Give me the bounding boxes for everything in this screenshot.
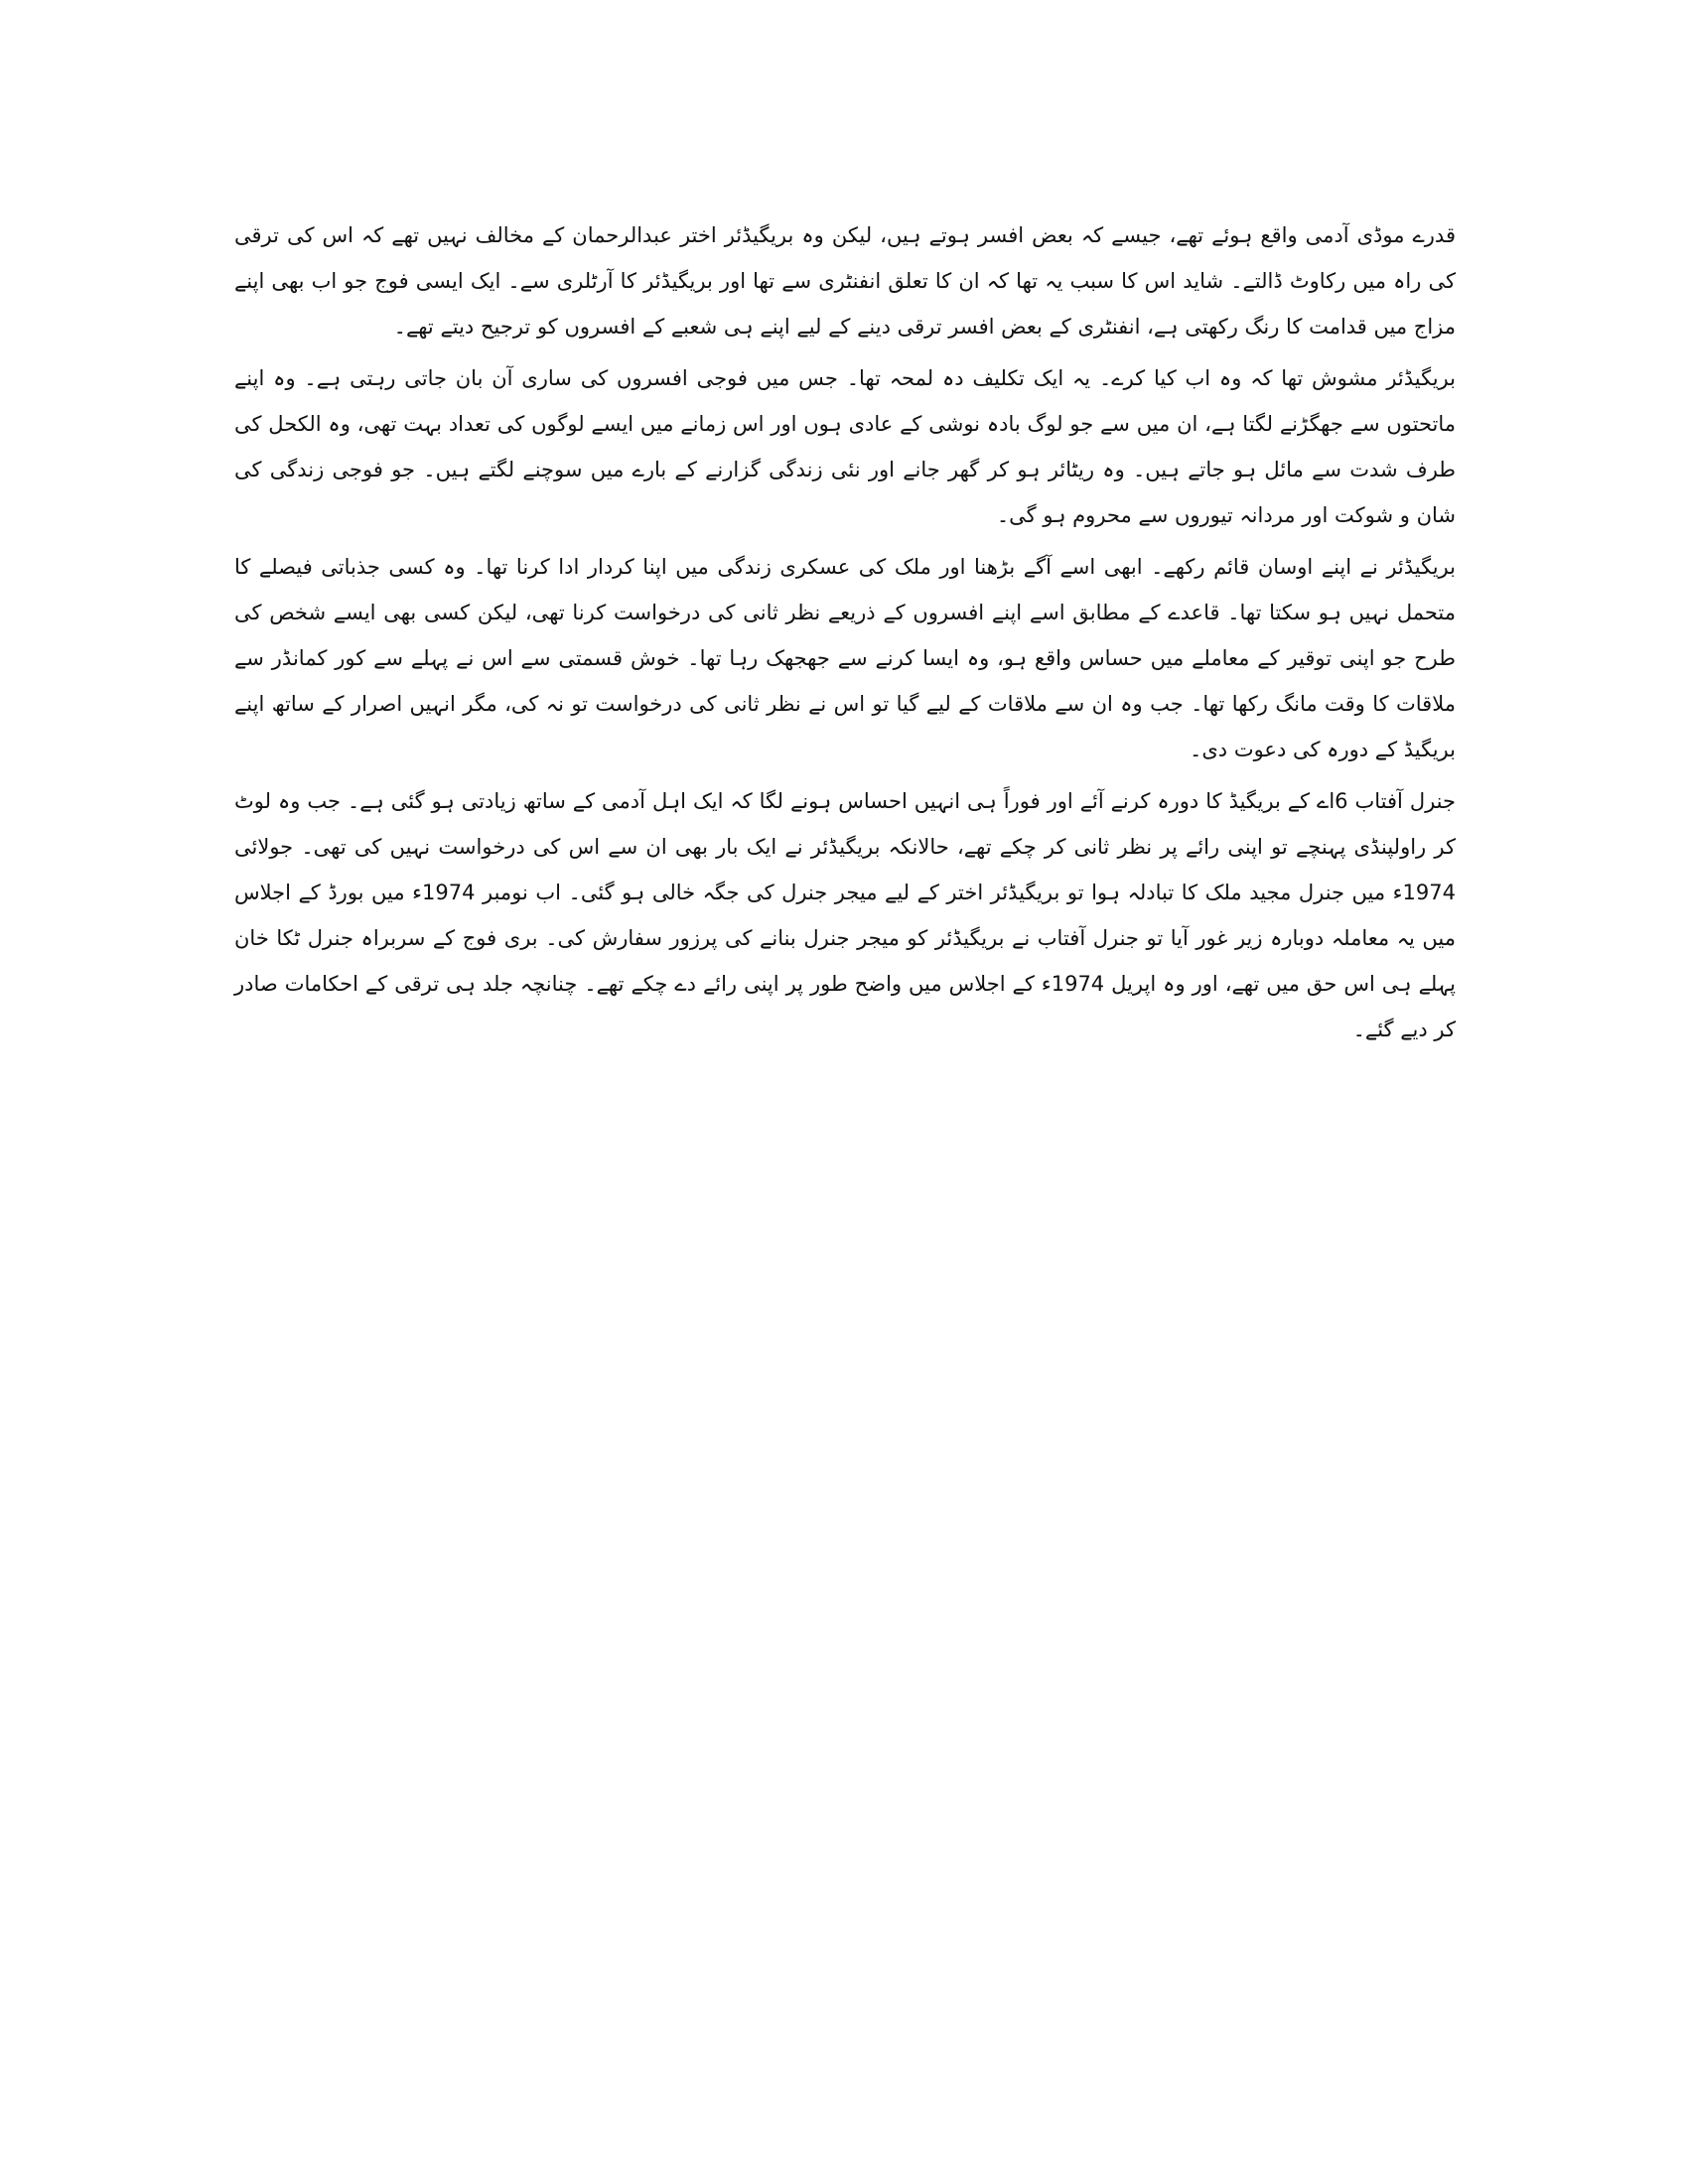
paragraph-2: بریگیڈئر مشوش تھا کہ وہ اب کیا کرے۔ یہ ایک تکلیف دہ لمحہ تھا۔ جس میں فوجی افسروں کی ساری آن بان جاتی رہتی ہے۔ وہ اپنے ماتحتوں سے جھگڑنے لگتا ہے، ان میں سے جو لوگ بادہ نوشی کے عادی ہوں اور اس زمانے میں ایسے لوگوں کی تعداد بہت تھی، وہ الکحل کی طرف شدت سے مائل ہو جاتے ہیں۔ وہ ریٹائر ہو کر گھر جانے اور نئی زندگی گزارنے کے بارے میں سوچنے لگتے ہیں۔ جو فوجی زندگی کی شان و شوکت اور مردانہ تیوروں سے محروم ہو گی۔ bbox=[234, 366, 1456, 527]
paragraph-3: بریگیڈئر نے اپنے اوسان قائم رکھے۔ ابھی اسے آگے بڑھنا اور ملک کی عسکری زندگی میں اپنا کردار ادا کرنا تھا۔ وہ کسی جذباتی فیصلے کا متحمل نہیں ہو سکتا تھا۔ قاعدے کے مطابق اسے اپنے افسروں کے ذریعے نظر ثانی کی درخواست کرنا تھی، لیکن کسی بھی ایسے شخص کی طرح جو اپنی توقیر کے معاملے میں حساس واقع ہو، وہ ایسا کرنے سے جھجھک رہا تھا۔ خوش قسمتی سے اس نے پہلے سے کور کمانڈر سے ملاقات کا وقت مانگ رکھا تھا۔ جب وہ ان سے ملاقات کے لیے گیا تو اس نے نظر ثانی کی درخواست تو نہ کی، مگر انہیں اصرار کے ساتھ اپنے بریگیڈ کے دورہ کی دعوت دی۔ bbox=[234, 555, 1456, 761]
paragraph-4: جنرل آفتاب 6اے کے بریگیڈ کا دورہ کرنے آئے اور فوراً ہی انہیں احساس ہونے لگا کہ ایک اہل آدمی کے ساتھ زیادتی ہو گئی ہے۔ جب وہ لوٹ کر راولپنڈی پہنچے تو اپنی رائے پر نظر ثانی کر چکے تھے، حالانکہ بریگیڈئر نے ایک بار بھی ان سے اس کی درخواست نہیں کی تھی۔ جولائی 1974ء میں جنرل مجید ملک کا تبادلہ ہوا تو بریگیڈئر اختر کے لیے میجر جنرل کی جگہ خالی ہو گئی۔ اب نومبر 1974ء میں بورڈ کے اجلاس میں یہ معاملہ دوبارہ زیر غور آیا تو جنرل آفتاب نے بریگیڈئر کو میجر جنرل بنانے کی پرزور سفارش کی۔ بری فوج کے سربراہ جنرل ٹکا خان پہلے ہی اس حق میں تھے، اور وہ اپریل 1974ء کے اجلاس میں واضح طور پر اپنی رائے دے چکے تھے۔ چنانچہ جلد ہی ترقی کے احکامات صادر کر دیے گئے۔ bbox=[234, 789, 1456, 1041]
urdu-text-body bbox=[234, 212, 1456, 1058]
paragraph-1: قدرے موڈی آدمی واقع ہوئے تھے، جیسے کہ بعض افسر ہوتے ہیں، لیکن وہ بریگیڈئر اختر عبدالرحمان کے مخالف نہیں تھے کہ اس کی ترقی کی راہ میں رکاوٹ ڈالتے۔ شاید اس کا سبب یہ تھا کہ ان کا تعلق انفنٹری سے تھا اور بریگیڈئر کا آرٹلری سے۔ ایک ایسی فوج جو اب بھی اپنے مزاج میں قدامت کا رنگ رکھتی ہے، انفنٹری کے بعض افسر ترقی دینے کے لیے اپنے ہی شعبے کے افسروں کو ترجیح دیتے تھے۔ bbox=[234, 223, 1456, 339]
